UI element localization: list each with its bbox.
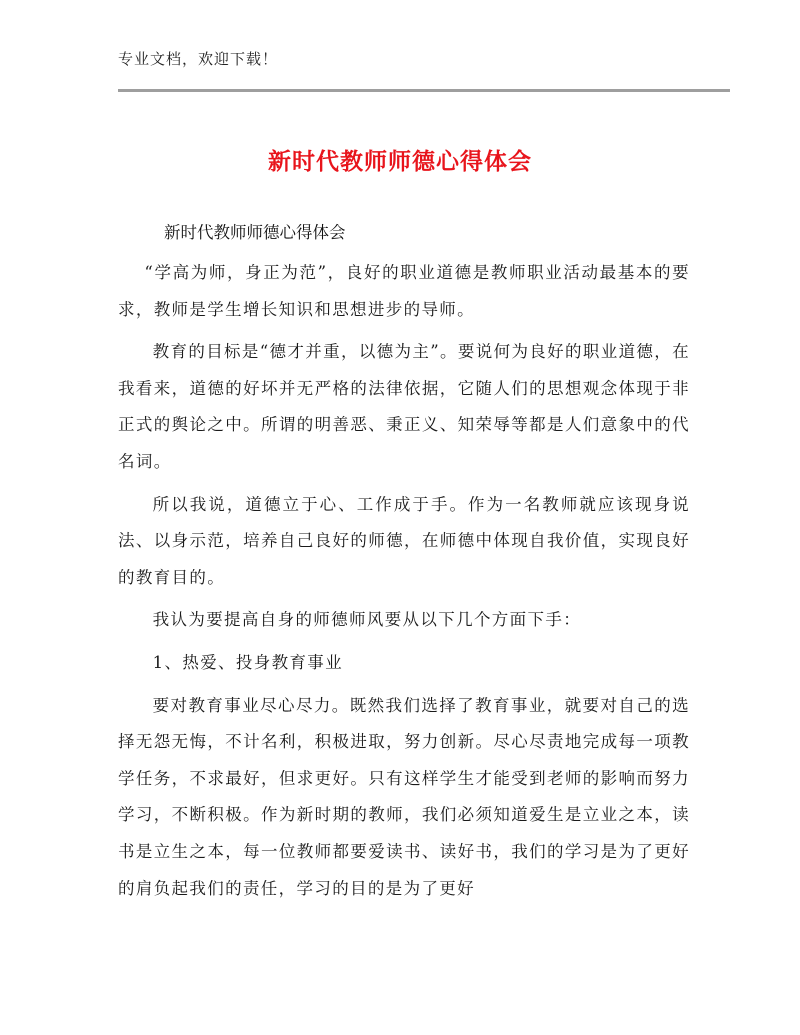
paragraph: 教育的目标是“德才并重，以德为主”。要说何为良好的职业道德，在我看来，道德的好坏并无严格的法律依据，它随人们的思想观念体现于非正式的舆论之中。所谓的明善恶、秉正义、知荣辱等都是人们意象中的代名词。	[118, 342, 690, 471]
header-note: 专业文档，欢迎下载！	[118, 50, 279, 68]
header-divider	[118, 89, 730, 92]
document-subtitle: 新时代教师师德心得体会	[164, 223, 346, 242]
paragraph: “学高为师，身正为范”，良好的职业道德是教师职业活动最基本的要求，教师是学生增长知识和思想进步的导师。	[118, 263, 690, 319]
section-heading: 1、热爱、投身教育事业	[152, 652, 343, 672]
paragraph: 所以我说，道德立于心、工作成于手。作为一名教师就应该现身说法、以身示范，培养自己良好的师德，在师德中体现自我价值，实现良好的教育目的。	[118, 494, 690, 587]
paragraph: 要对教育事业尽心尽力。既然我们选择了教育事业，就要对自己的选择无怨无悔，不计名利，积极进取，努力创新。尽心尽责地完成每一项教学任务，不求最好，但求更好。只有这样学生才能受到老师的影响而努力学习，不断积极。作为新时期的教师，我们必须知道爱生是立业之本，读书是立生之本，每一位教师都要爱读书、读好书，我们的学习是为了更好的肩负起我们的责任，学习的目的是为了更好	[118, 695, 690, 898]
document-body	[118, 218, 690, 913]
paragraph: 我认为要提高自身的师德师风要从以下几个方面下手：	[152, 610, 582, 630]
document-title: 新时代教师师德心得体会	[268, 149, 532, 175]
